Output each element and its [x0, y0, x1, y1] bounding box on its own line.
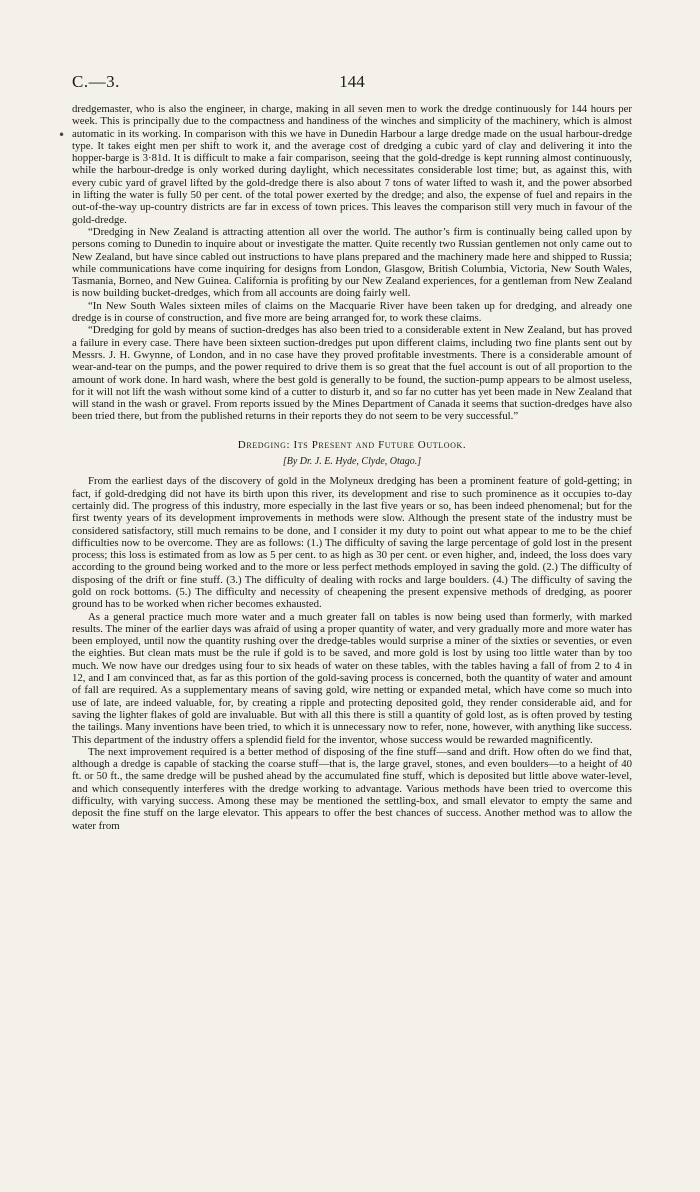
quoted-paragraph-new-south-wales: “In New South Wales sixteen miles of claims on the Macquarie River have been taken up for dredging, and already one dredge is in course of construction, and five more are being arranged for, to work these claims.	[72, 299, 632, 325]
document-reference: C.—3.	[72, 72, 120, 91]
paragraph-continued: dredgemaster, who is also the engineer, in charge, making in all seven men to work the dredge continuously for 144 hours per week. This is principally due to the compactness and handiness of the winches and simplicity of the machinery, which is almost automatic in its working. In comparison with this we have in Dunedin Harbour a large dredge made on the usual harbour-dredge type. It takes eight men per shift to work it, and the average cost of dredging a cubic yard of clay and delivering it into the hopper-barge is 3·81d. It is difficult to make a fair comparison, seeing that the gold-dredge is kept running almost continuously, while the harbour-dredge is only worked during daylight, which necessitates considerable lost time; but, as against this, with every cubic yard of gravel lifted by the gold-dredge there is also about 7 tons of water lifted to wash it, and the power absorbed in lifting the water is fully 50 per cent. of the total power exerted by the dredge; and also, the expense of fuel and repairs in the out-of-the-way up-country districts are far in excess of town prices. This leaves the comparison still very much in favour of the gold-dredge.	[72, 103, 632, 226]
section-paragraph-difficulties: From the earliest days of the discovery of gold in the Molyneux dredging has been a prominent feature of gold-getting; in fact, if gold-dredging did not have its birth upon this river, its development and rise to such prominence as it occupies to-day certainly did. The progress of this industry, more especially in the last five years or so, has been indeed phenomenal; but for the first twenty years of its development improvements in methods were slow. Although the present state of the industry must be considered satisfactory, still much remains to be done, and I consider it my duty to point out what appear to me to be the chief difficulties now to be overcome. They are as follows: (1.) The difficulty of saving the large percentage of gold lost in the present process; this loss is estimated from as low as 5 per cent. to as high as 30 per cent. or even higher, and, indeed, the loss does vary according to the ground being worked and to the more or less perfect methods employed in saving the gold. (2.) The difficulty of disposing of the drift or fine stuff. (3.) The difficulty of dealing with rocks and large boulders. (4.) The difficulty of saving the gold on rock bottoms. (5.) The difficulty and necessity of cheapening the present expensive methods of dredging, as poorer ground has to be worked when richer becomes exhausted.	[72, 475, 632, 611]
section-title: Dredging: Its Present and Future Outlook.	[237, 438, 467, 451]
quoted-paragraph-suction-dredges: “Dredging for gold by means of suction-dredges has also been tried to a considerable extent in New Zealand, but has proved a failure in every case. There have been sixteen suction-dredges put upon different claims, including two fine plants sent out by Messrs. J. H. Gwynne, of London, and in no case have they proved profitable investments. There is a considerable amount of wear-and-tear on the pumps, and the power required to drive them is so great that the fuel account is out of all proportion to the amount of work done. In hard wash, where the best gold is generally to be found, the suction-pump appears to be almost useless, for it will not lift the wash without some kind of a cutter to disturb it, and so far no cutter has yet been made in New Zealand that will stand in the wash or gravel. From reports issued by the Mines Department of Canada it seems that suction-dredges have also been tried there, but from the published returns in their reports they do not seem to be very successful.”	[72, 324, 632, 423]
quoted-paragraph-new-zealand: “Dredging in New Zealand is attracting attention all over the world. The author’s firm is continually being called upon by persons coming to Dunedin to inquire about or investigate the matter. Quite recently two Russian gentlemen not only came out to New Zealand, but have since cabled out instructions to have plans prepared and the machinery made here and shipped to Russia; while communications have come inquiring for designs from London, Glasgow, British Columbia, Victoria, New South Wales, Tasmania, Borneo, and New Guinea. California is profiting by our New Zealand experiences, for a gentleman from New Zealand is now building bucket-dredges, which from all accounts are doing fairly well.	[72, 225, 632, 300]
page-content	[72, 103, 632, 832]
margin-dot-mark: •	[58, 128, 66, 142]
section-byline: [By Dr. J. E. Hyde, Clyde, Otago.]	[282, 456, 422, 468]
page-number: 144	[339, 72, 365, 91]
section-paragraph-water-tables: As a general practice much more water and a much greater fall on tables is now being used than formerly, with marked results. The miner of the earlier days was afraid of using a proper quantity of water, and very gradually more and more water has been employed, until now the quantity rushing over the dredge-tables would surprise a miner of the sixties or seventies, or even the eighties. But clean mats must be the rule if gold is to be saved, and more gold is lost by using too little water than by too much. We now have our dredges using four to six heads of water on these tables, with the tables having a fall of from 2 to 4 in 12, and I am convinced that, as far as this portion of the gold-saving process is concerned, both the quantity of water and amount of fall are required. As a supplementary means of saving gold, wire netting or expanded metal, which have come so much into use of late, are indeed valuable, for, by creating a ripple and protecting deposited gold, they render considerable aid, and for saving the lighter flakes of gold are invaluable. But with all this there is still a quantity of gold lost, as is often proved by testing the tailings. Many inventions have been tried, to which it is unnecessary now to refer, none, however, with anything like success. This department of the industry offers a splendid field for the inventor, whose success would be rewarded magnificently.	[72, 610, 632, 746]
page-header	[72, 72, 632, 94]
section-paragraph-fine-stuff: The next improvement required is a better method of disposing of the fine stuff—sand and drift. How often do we find that, although a dredge is capable of stacking the coarse stuff—that is, the large gravel, stones, and even boulders—to a height of 40 ft. or 50 ft., the same dredge will be pushed ahead by the accumulated fine stuff, which is deposited but little above water-level, and which consequently interferes with the dredge working to advantage. Various methods have been tried to overcome this difficulty, with varying success. Among these may be mentioned the settling-box, and small elevator to empty the same and deposit the fine stuff on the large elevator. This appears to offer the best chances of success. Another method was to allow the water from	[72, 745, 632, 832]
